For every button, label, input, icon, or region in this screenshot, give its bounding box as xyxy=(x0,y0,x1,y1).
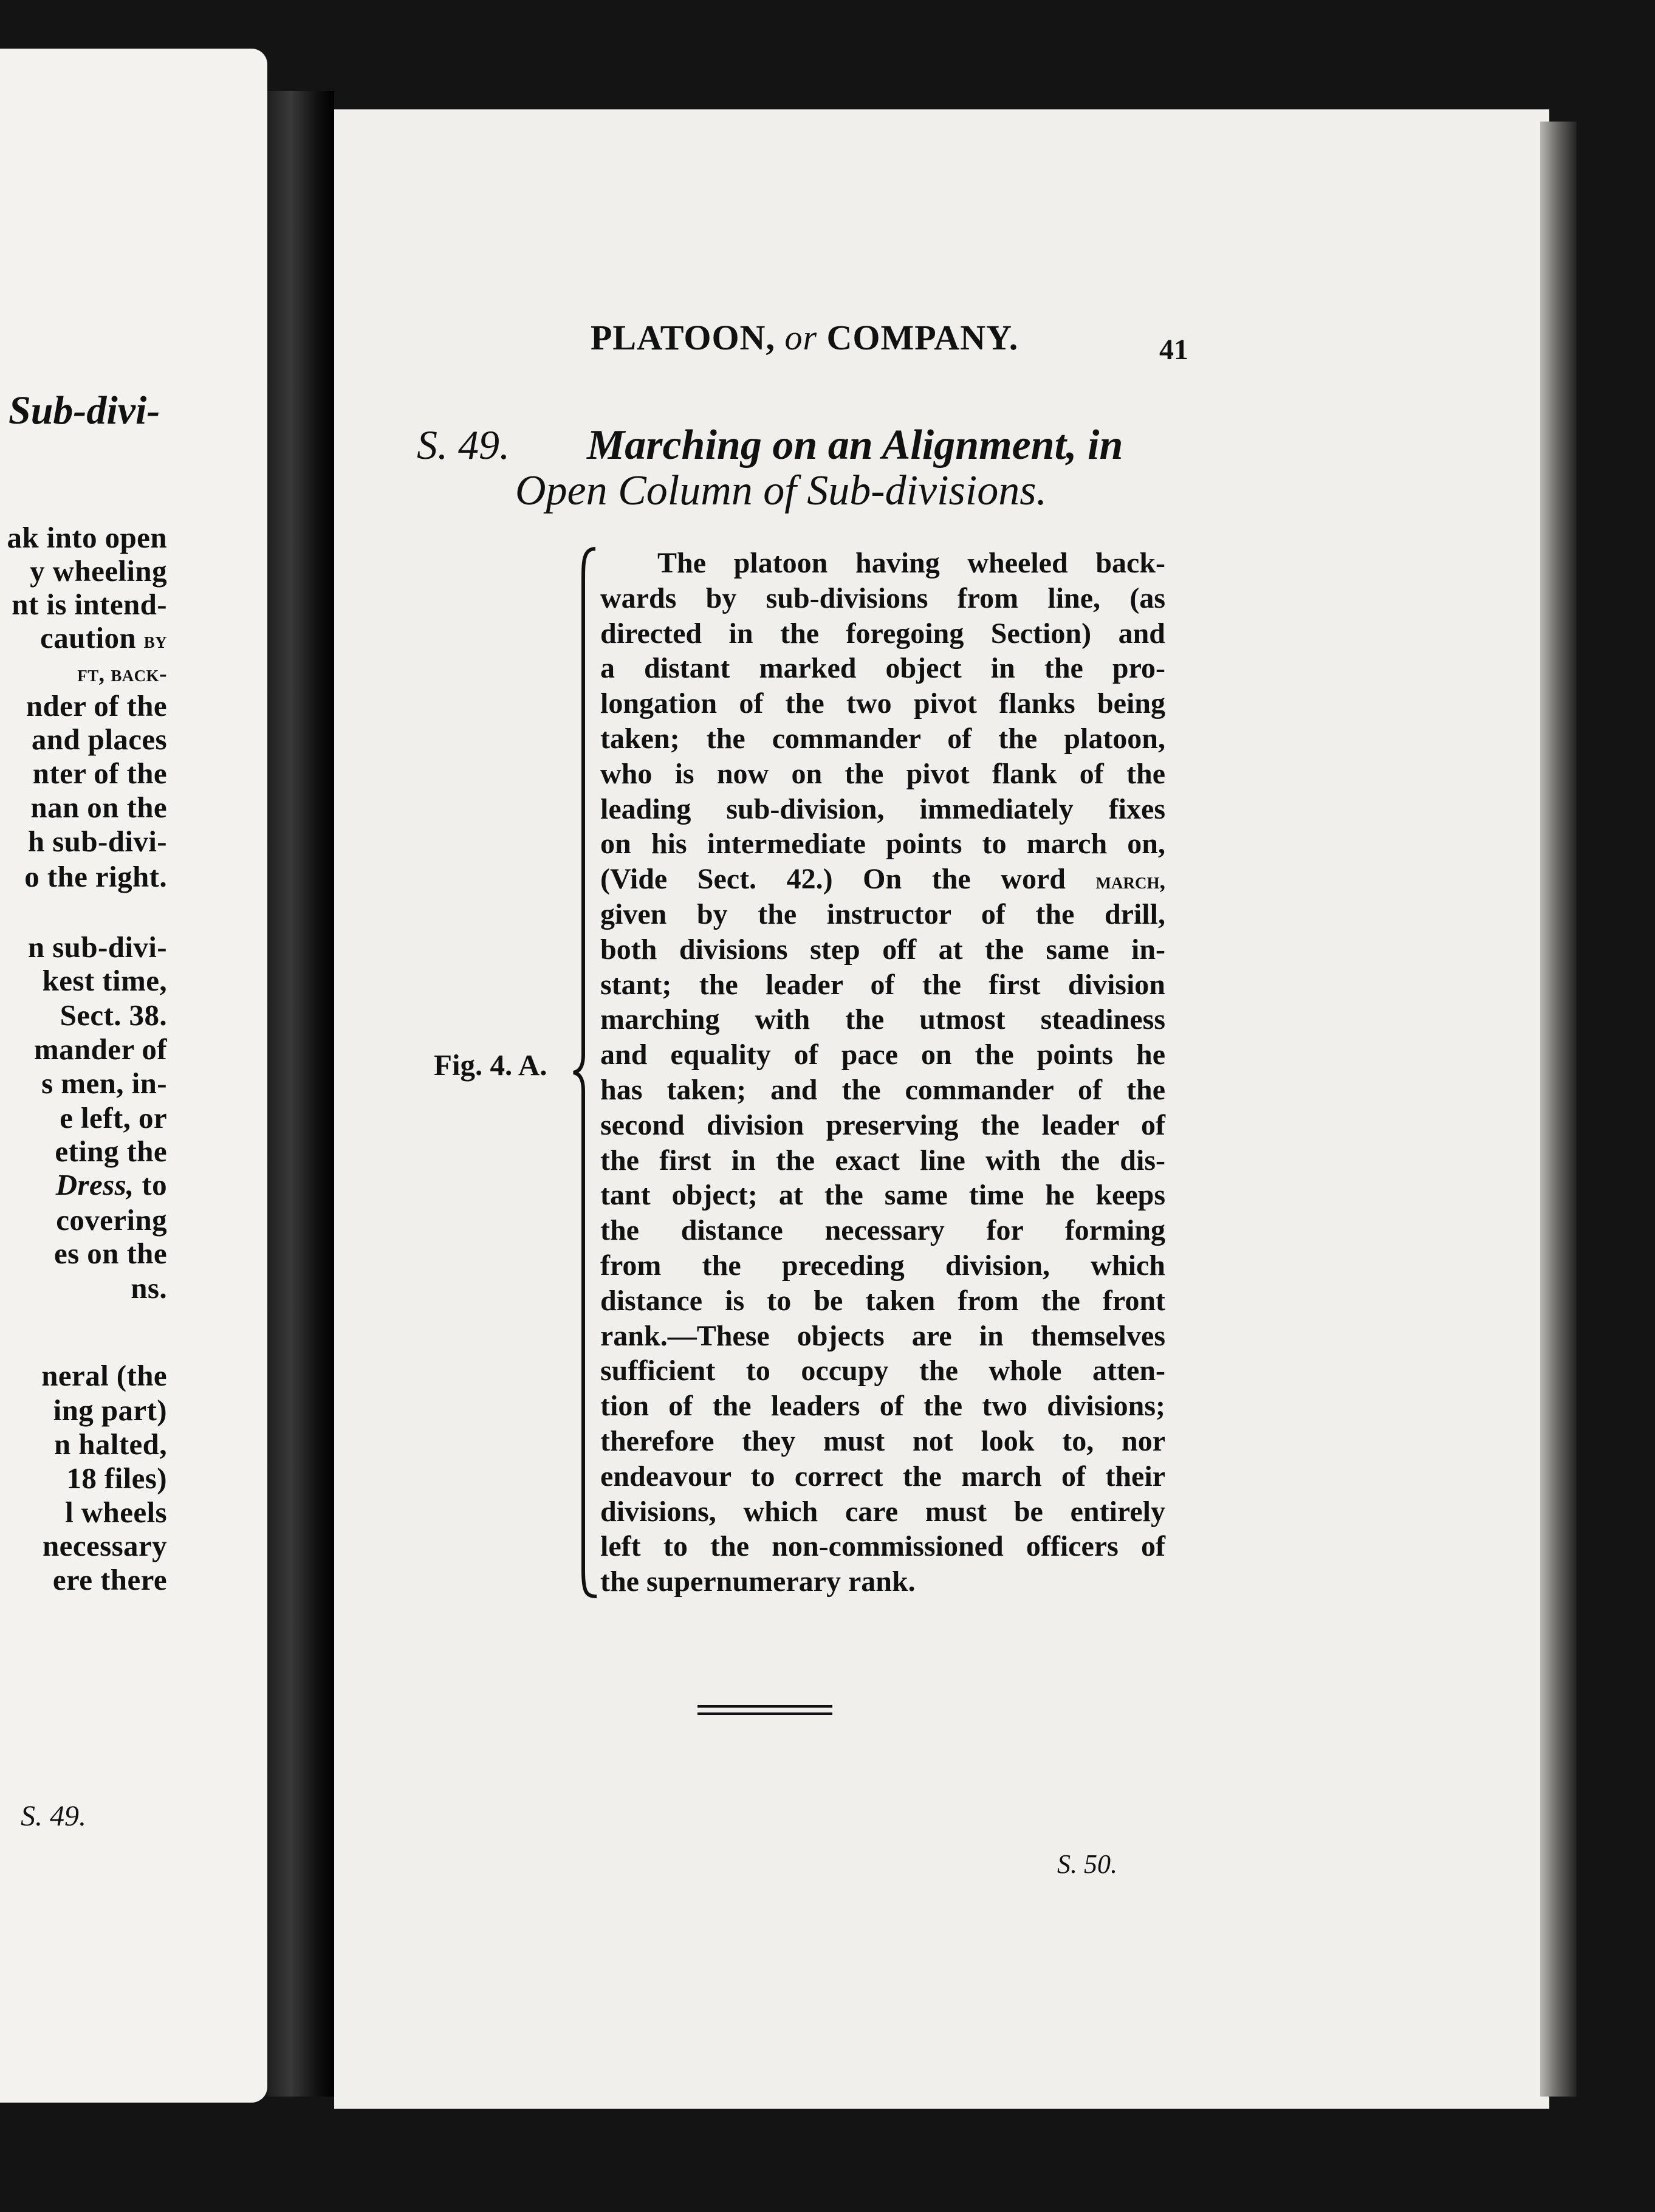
page-edge xyxy=(1540,122,1577,2097)
left-page-line: nt is intend- xyxy=(12,588,167,621)
body-line: longation of the two pivot flanks being xyxy=(600,687,1165,720)
body-line: left to the non-commissioned officers of xyxy=(600,1530,1165,1563)
section-rule-top xyxy=(697,1705,832,1708)
body-line: from the preceding division, which xyxy=(600,1249,1165,1282)
left-page-line: covering xyxy=(56,1203,167,1237)
body-line: tion of the leaders of the two divisions; xyxy=(600,1390,1165,1423)
body-line: given by the instructor of the drill, xyxy=(600,898,1165,930)
body-line: has taken; and the commander of the xyxy=(600,1074,1165,1106)
left-page-line: nan on the xyxy=(30,791,167,824)
left-page-line: e left, or xyxy=(60,1101,167,1135)
left-page-line: ing part) xyxy=(53,1393,167,1427)
left-page-line: nder of the xyxy=(26,689,167,723)
left-page-line: s men, in- xyxy=(41,1066,167,1100)
body-line: taken; the commander of the platoon, xyxy=(600,723,1165,755)
left-page-line: ns. xyxy=(131,1271,167,1305)
body-line: stant; the leader of the first division xyxy=(600,968,1165,1001)
body-line: marching with the utmost steadiness xyxy=(600,1003,1165,1036)
left-page-line: eting the xyxy=(55,1135,167,1168)
left-page-line: neral (the xyxy=(41,1359,167,1392)
left-page-line: 18 files) xyxy=(66,1461,167,1495)
left-page-line: caution by xyxy=(40,621,167,654)
left-page-line: kest time, xyxy=(42,964,167,997)
left-page-line: es on the xyxy=(54,1237,167,1270)
body-line: sufficient to occupy the whole atten- xyxy=(600,1355,1165,1387)
catchword: S. 50. xyxy=(1057,1849,1117,1879)
body-line: therefore they must not look to, nor xyxy=(600,1425,1165,1457)
body-line: directed in the foregoing Section) and xyxy=(600,617,1165,650)
body-line: the first in the exact line with the dis- xyxy=(600,1144,1165,1176)
body-line: (Vide Sect. 42.) On the word march, xyxy=(600,863,1165,896)
body-line: the distance necessary for forming xyxy=(600,1214,1165,1247)
left-page-line: ft, back- xyxy=(77,661,167,687)
curly-brace-icon xyxy=(571,544,601,1601)
section-rule-bottom xyxy=(697,1712,832,1715)
body-line: the supernumerary rank. xyxy=(600,1565,916,1598)
left-page-line: n halted, xyxy=(53,1427,167,1461)
left-page-line: ak into open xyxy=(7,521,167,554)
body-line: distance is to be taken from the front xyxy=(600,1284,1165,1317)
left-page-line: and places xyxy=(31,723,167,756)
margin-figure-reference: Fig. 4. A. xyxy=(434,1048,547,1082)
body-line: The platoon having wheeled back- xyxy=(657,547,1165,579)
body-line: a distant marked object in the pro- xyxy=(600,652,1165,685)
left-page-line: h sub-divi- xyxy=(27,825,167,858)
left-page-line: nter of the xyxy=(32,757,167,790)
left-page-line: l wheels xyxy=(65,1496,167,1529)
body-line: leading sub-division, immediately fixes xyxy=(600,792,1165,825)
body-line: wards by sub-divisions from line, (as xyxy=(600,582,1165,614)
left-page-line: mander of xyxy=(33,1032,167,1066)
body-line: who is now on the pivot flank of the xyxy=(600,757,1165,790)
left-page-heading-fragment: Sub-divi- xyxy=(9,388,160,433)
left-page-line: n sub-divi- xyxy=(27,930,167,964)
left-catchword: S. 49. xyxy=(21,1800,86,1832)
section-number: S. 49. xyxy=(417,422,510,468)
running-head: PLATOON, or COMPANY. xyxy=(591,318,1019,357)
left-page-line: necessary xyxy=(43,1529,167,1562)
section-title-line-1: Marching on an Alignment, in xyxy=(587,422,1123,469)
page-number: 41 xyxy=(1159,334,1188,366)
body-line: and equality of pace on the points he xyxy=(600,1039,1165,1071)
body-line: on his intermediate points to march on, xyxy=(600,828,1165,860)
left-page-line: Dress, to xyxy=(55,1168,167,1201)
body-line: endeavour to correct the march of their xyxy=(600,1460,1165,1492)
section-title-line-2: Open Column of Sub-divisions. xyxy=(515,467,1047,514)
body-line: divisions, which care must be entirely xyxy=(600,1495,1165,1528)
body-line: both divisions step off at the same in- xyxy=(600,933,1165,966)
left-page-line: Sect. 38. xyxy=(60,998,167,1032)
body-line: tant object; at the same time he keeps xyxy=(600,1179,1165,1212)
body-line: rank.—These objects are in themselves xyxy=(600,1319,1165,1352)
left-page-line: y wheeling xyxy=(30,554,167,588)
gutter-shadow xyxy=(267,91,334,2097)
left-page-line: ere there xyxy=(52,1563,167,1596)
body-line: second division preserving the leader of xyxy=(600,1108,1165,1141)
left-page-line: o the right. xyxy=(24,860,167,893)
